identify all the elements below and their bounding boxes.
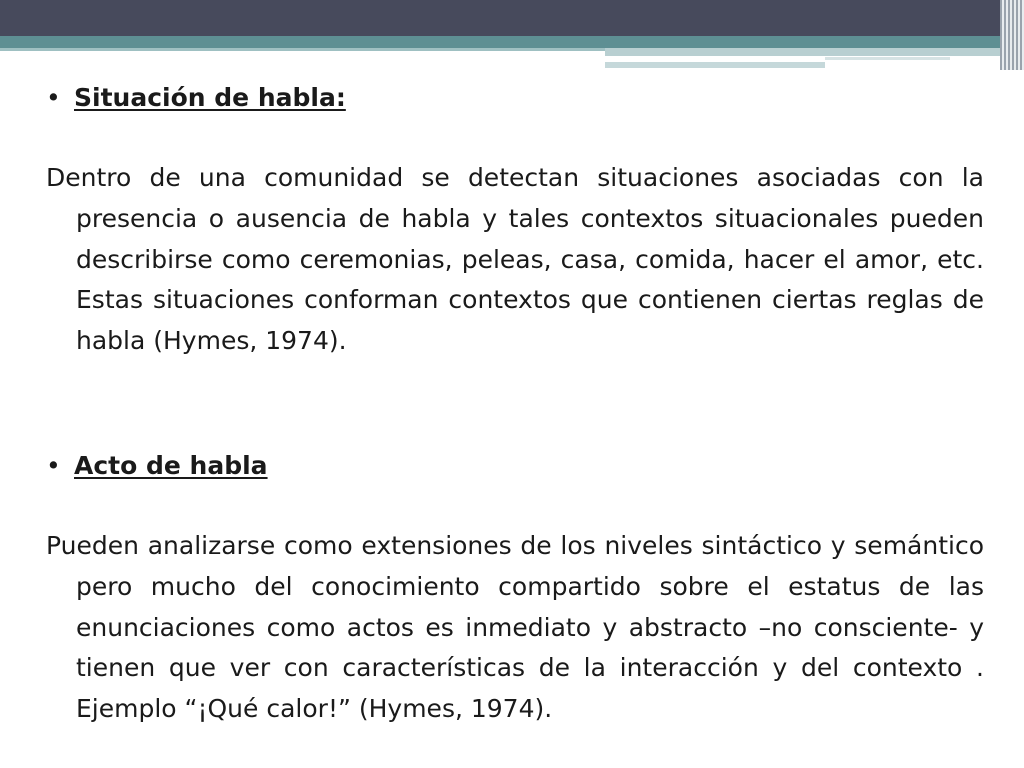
section-heading bbox=[46, 82, 346, 114]
section-heading bbox=[46, 450, 268, 482]
bullet-icon: • bbox=[46, 451, 61, 480]
section-body: Dentro de una comunidad se detectan situaciones asociadas con la presencia o ausencia de habla y tales contextos situacionales pueden describirse como ceremonias, peleas, casa, comida, hacer el amor, etc. Estas situaciones conforman contextos que contienen ciertas reglas de habla (Hymes, 1974). bbox=[46, 163, 984, 356]
header-band-light bbox=[0, 48, 605, 51]
header-band-light bbox=[605, 48, 1000, 56]
heading-text: Acto de habla bbox=[74, 451, 268, 480]
header-band-dark bbox=[0, 0, 1024, 36]
bullet-icon: • bbox=[46, 83, 61, 112]
heading-text: Situación de habla: bbox=[74, 83, 346, 112]
header-band-light bbox=[825, 57, 950, 60]
header-band-light bbox=[605, 62, 825, 68]
header-corner-stripes bbox=[1000, 0, 1024, 70]
header-band-teal bbox=[0, 36, 1000, 48]
section-body: Pueden analizarse como extensiones de los niveles sintáctico y semántico pero mucho del conocimiento compartido sobre el estatus de las enunciaciones como actos es inmediato y abstracto –no consciente- y tienen que ver con características de la interacción y del contexto . Ejemplo “¡Qué calor!” (Hymes, 1974). bbox=[46, 531, 984, 724]
